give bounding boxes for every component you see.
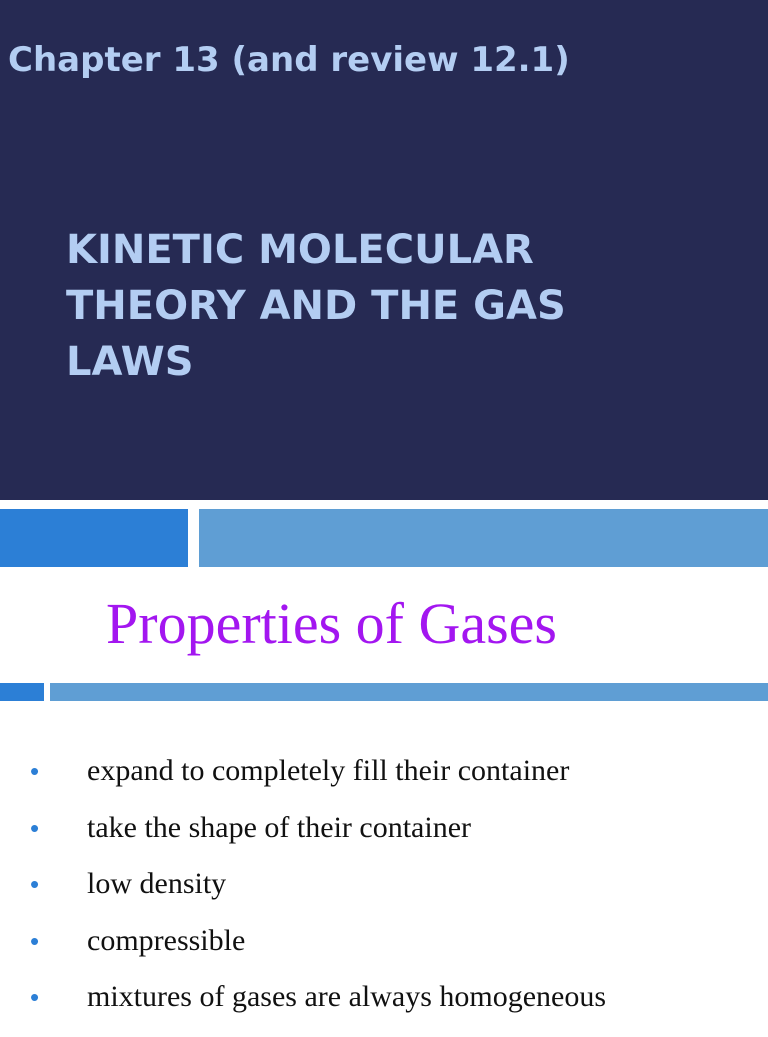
title-rule-left — [0, 683, 44, 701]
slide-title: KINETIC MOLECULAR THEORY AND THE GAS LAWS — [66, 227, 566, 385]
bullet-text: expand to completely fill their container — [87, 754, 570, 787]
bullet-icon: • — [30, 925, 40, 956]
bullet-text: low density — [87, 867, 227, 900]
bullet-icon: • — [30, 869, 40, 899]
properties-title: Properties of Gases — [106, 591, 558, 656]
bullet-text: take the shape of their container — [87, 810, 471, 844]
title-rule-right — [50, 683, 768, 701]
properties-slide — [0, 568, 768, 1024]
accent-band-left — [0, 509, 188, 567]
accent-band-right — [199, 509, 768, 567]
title-slide — [0, 0, 768, 500]
bullet-text: compressible — [87, 923, 246, 957]
chapter-label: Chapter 13 (and review 12.1) — [8, 40, 570, 80]
bullet-icon: • — [30, 982, 40, 1012]
bullet-icon: • — [30, 812, 40, 843]
bullet-text: mixtures of gases are always homogeneous — [87, 980, 607, 1013]
bullet-icon: • — [30, 756, 40, 786]
